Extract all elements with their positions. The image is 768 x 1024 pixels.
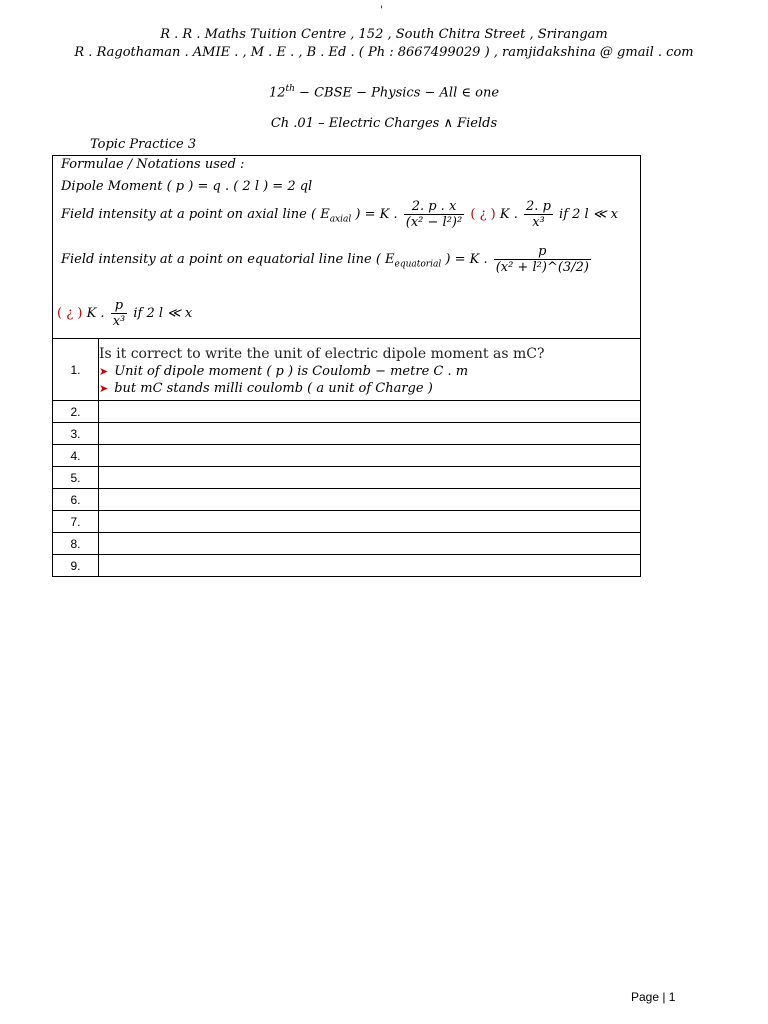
answer-bullet: ➤ Unit of dipole moment ( p ) is Coulomb − metre C . m [99,364,469,379]
table-row [53,467,641,489]
question-text: Is it correct to write the unit of electric dipole moment as mC? [99,346,545,362]
answer-cell[interactable] [99,467,641,489]
question-number: 2. [53,401,99,423]
table-row [53,401,641,423]
arrow-bullet-icon: ➤ [99,382,109,395]
question-number: 6. [53,489,99,511]
question-table [52,338,641,577]
equatorial-condition: if 2 l ≪ x [133,306,193,321]
contact-line: R . Ragothaman . AMIE . , M . E . , B . Ed . ( Ph : 8667499029 ) , ramjidakshina @ gmail . com [74,45,694,60]
axial-denominator: (x² − l²)² [405,215,463,230]
formulae-box [52,155,641,339]
axial-equals: ) = K . [355,207,398,222]
question-number: 1. [53,339,99,401]
inverted-question-mark: ( ¿ ) [470,207,496,222]
equatorial-fraction [494,244,591,275]
answer-cell[interactable] [99,533,641,555]
table-row [53,489,641,511]
equatorial-denominator: (x² + l²)^(3/2) [495,260,589,275]
question-number: 9. [53,555,99,577]
axial-fraction [404,199,464,230]
answer-cell[interactable] [99,555,641,577]
equatorial-numerator: p [538,244,547,259]
institute-line: R . R . Maths Tuition Centre , 152 , South Chitra Street , Srirangam [160,27,608,42]
table-row [53,533,641,555]
equatorial-subscript: equatorial [394,259,442,270]
arrow-bullet-icon: ➤ [99,365,109,378]
question-number: 7. [53,511,99,533]
equatorial-approx-k: K . [86,306,105,321]
dipole-formula: Dipole Moment ( p ) = q . ( 2 l ) = 2 ql [61,179,313,194]
header-mark: ꞌ [380,5,383,16]
course-name: − CBSE − Physics − All ∈ one [294,85,500,101]
grade-number: 12 [268,85,286,101]
equatorial-prefix: Field intensity at a point on equatorial line line ( E [61,252,395,267]
axial-numerator: 2. p . x [411,199,457,214]
table-row [53,423,641,445]
page-footer: Page | 1 [631,990,676,1004]
equatorial-approx-fraction [111,298,128,329]
axial-approx-numerator: 2. p [526,199,551,214]
question-cell [99,339,641,401]
question-number: 4. [53,445,99,467]
chapter-title: Ch .01 – Electric Charges ∧ Fields [270,116,498,131]
course-line [0,84,768,100]
grade-superscript: th [285,84,295,94]
inverted-question-mark-2: ( ¿ ) [57,306,83,321]
axial-approx-k: K . [499,207,518,222]
axial-condition: if 2 l ≪ x [559,207,618,222]
equatorial-approx-denominator: x³ [112,314,126,329]
axial-prefix: Field intensity at a point on axial line ( E [61,207,330,222]
table-row [53,339,641,401]
question-number: 8. [53,533,99,555]
answer-cell[interactable] [99,511,641,533]
axial-formula [61,199,618,230]
answer-cell[interactable] [99,489,641,511]
question-number: 5. [53,467,99,489]
equatorial-equals: ) = K . [445,252,488,267]
axial-approx-denominator: x³ [524,214,553,230]
table-row [53,555,641,577]
formulae-title: Formulae / Notations used : [61,157,245,172]
table-row [53,511,641,533]
axial-subscript: axial [329,214,352,225]
axial-approx-fraction [524,199,553,230]
equatorial-approx-formula [57,298,192,329]
answer-cell[interactable] [99,423,641,445]
equatorial-formula [61,244,593,275]
topic-title: Topic Practice 3 [90,137,197,152]
equatorial-approx-numerator: p [114,298,124,313]
answer-cell[interactable] [99,401,641,423]
answer-bullet: ➤ but mC stands milli coulomb ( a unit of Charge ) [99,381,433,396]
question-number: 3. [53,423,99,445]
table-row [53,445,641,467]
answer-cell[interactable] [99,445,641,467]
